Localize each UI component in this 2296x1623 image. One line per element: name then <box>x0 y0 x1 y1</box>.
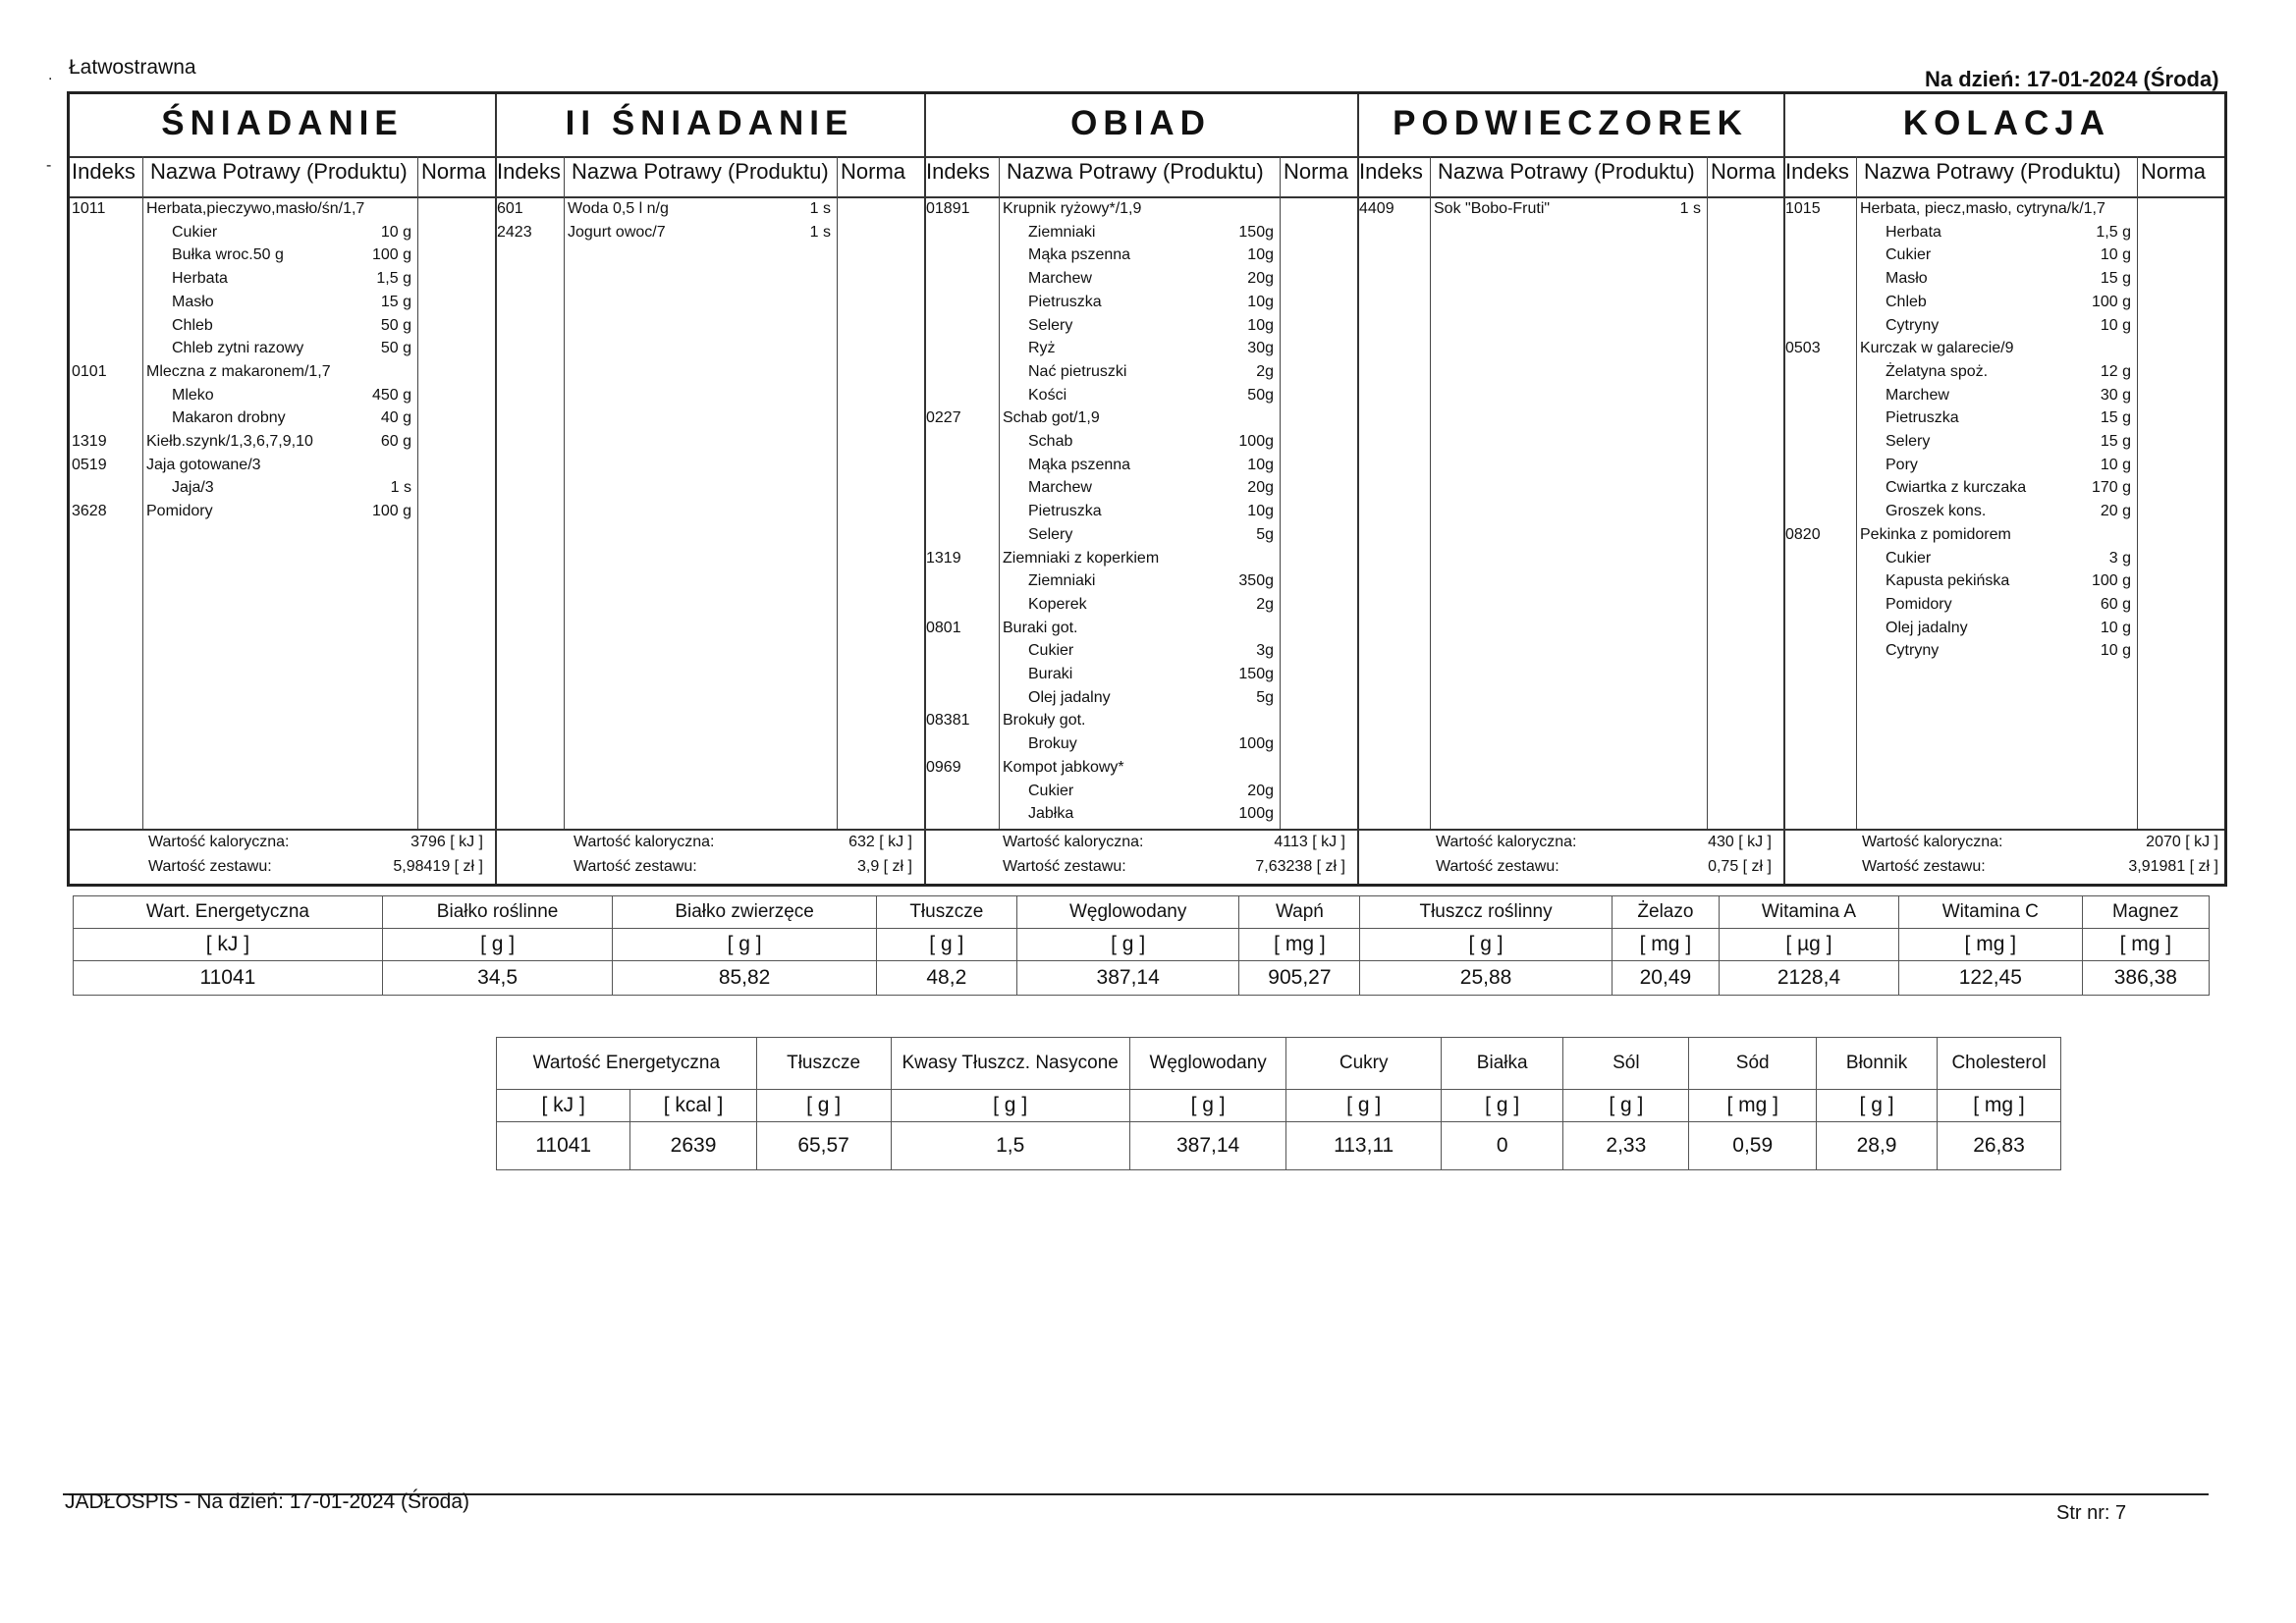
ingredient-name: Selery <box>1028 525 1073 543</box>
ingredient-name: Chleb zytni razowy <box>172 340 304 357</box>
cost-label: Wartość zestawu: <box>1003 858 1126 875</box>
dish-name: Herbata,pieczywo,masło/śn/1,7 <box>146 200 365 217</box>
nutrient-header: Witamina C <box>1898 896 2082 929</box>
column-header-norm: Norma <box>421 159 487 184</box>
nutrient-header: Tłuszcze <box>876 896 1016 929</box>
column-header-name: Nazwa Potrawy (Produktu) <box>572 159 829 184</box>
row-norm: 30 g <box>2100 386 2131 404</box>
row-norm: 2g <box>1256 362 1274 380</box>
ingredient-name: Cukier <box>1028 642 1074 660</box>
row-norm: 1 s <box>809 200 831 217</box>
dish-name: Pomidory <box>146 503 213 520</box>
column-divider <box>417 156 418 829</box>
row-norm: 15 g <box>380 293 411 310</box>
unit-cell: [ kJ ] <box>497 1090 630 1122</box>
column-header-name: Nazwa Potrawy (Produktu) <box>1438 159 1695 184</box>
ingredient-name: Cukier <box>1028 782 1074 799</box>
row-index: 0101 <box>72 362 107 380</box>
ingredient-name: Jaja/3 <box>172 479 214 497</box>
ingredient-name: Pomidory <box>1886 595 1952 613</box>
nutrient-header: Sód <box>1689 1038 1817 1090</box>
energy-label: Wartość kaloryczna: <box>1003 834 1144 850</box>
value-cell: 387,14 <box>1016 961 1239 996</box>
nutrient-header: Żelazo <box>1612 896 1719 929</box>
row-index: 0820 <box>1785 525 1821 543</box>
nutrition-row <box>497 1090 2061 1122</box>
energy-value: 4113 [ kJ ] <box>1274 834 1345 850</box>
row-norm: 10g <box>1247 456 1274 473</box>
unit-cell: [ µg ] <box>1720 929 1899 961</box>
value-cell: 387,14 <box>1129 1122 1286 1170</box>
dish-name: Woda 0,5 l n/g <box>568 200 669 217</box>
row-norm: 15 g <box>2100 433 2131 450</box>
row-norm: 1,5 g <box>376 270 411 288</box>
value-cell: 122,45 <box>1898 961 2082 996</box>
row-norm: 60 g <box>2100 595 2131 613</box>
column-header-divider <box>70 196 2224 198</box>
value-cell: 28,9 <box>1817 1122 1938 1170</box>
value-cell: 905,27 <box>1239 961 1360 996</box>
ingredient-name: Olej jadalny <box>1886 619 1968 636</box>
cost-value: 7,63238 [ zł ] <box>1255 858 1345 875</box>
value-cell: 25,88 <box>1360 961 1612 996</box>
row-norm: 10g <box>1247 503 1274 520</box>
row-norm: 20 g <box>2100 503 2131 520</box>
nutrient-header: Magnez <box>2082 896 2209 929</box>
cost-label: Wartość zestawu: <box>1862 858 1986 875</box>
row-norm: 10 g <box>2100 642 2131 660</box>
ingredient-name: Kości <box>1028 386 1067 404</box>
nutrition-table-secondary <box>496 1037 2061 1170</box>
ingredient-name: Mąka pszenna <box>1028 456 1131 473</box>
column-header-index: Indeks <box>72 159 136 184</box>
nutrient-header: Białka <box>1441 1038 1562 1090</box>
scan-mark: - <box>46 157 52 174</box>
row-index: 1319 <box>72 433 107 450</box>
meal-title: II ŚNIADANIE <box>565 104 854 142</box>
nutrition-table-primary <box>73 895 2210 996</box>
unit-cell: [ g ] <box>1563 1090 1689 1122</box>
column-divider <box>1430 156 1431 829</box>
column-header-norm: Norma <box>2141 159 2207 184</box>
nutrient-header: Kwasy Tłuszcz. Nasycone <box>891 1038 1129 1090</box>
row-norm: 20g <box>1247 270 1274 288</box>
row-norm: 2g <box>1256 595 1274 613</box>
value-cell: 48,2 <box>876 961 1016 996</box>
ingredient-name: Groszek kons. <box>1886 503 1987 520</box>
row-norm: 15 g <box>2100 270 2131 288</box>
value-cell: 386,38 <box>2082 961 2209 996</box>
nutrient-header: Cukry <box>1286 1038 1442 1090</box>
nutrient-header: Tłuszcze <box>756 1038 891 1090</box>
dish-name: Jaja gotowane/3 <box>146 456 261 473</box>
unit-cell: [ kJ ] <box>74 929 383 961</box>
column-header-index: Indeks <box>1785 159 1849 184</box>
ingredient-name: Cwiartka z kurczaka <box>1886 479 2027 497</box>
unit-cell: [ mg ] <box>1898 929 2082 961</box>
value-cell: 0 <box>1441 1122 1562 1170</box>
row-norm: 50 g <box>380 316 411 334</box>
row-norm: 5g <box>1256 688 1274 706</box>
row-norm: 1,5 g <box>2096 223 2131 241</box>
dish-name: Krupnik ryżowy*/1,9 <box>1003 200 1142 217</box>
cost-label: Wartość zestawu: <box>1436 858 1559 875</box>
nutrient-header: Błonnik <box>1817 1038 1938 1090</box>
ingredient-name: Pietruszka <box>1028 293 1102 310</box>
dish-name: Herbata, piecz,masło, cytryna/k/1,7 <box>1860 200 2105 217</box>
column-header-index: Indeks <box>1359 159 1423 184</box>
ingredient-name: Ryż <box>1028 340 1056 357</box>
row-norm: 20g <box>1247 782 1274 799</box>
row-norm: 10g <box>1247 293 1274 310</box>
row-norm: 12 g <box>2100 362 2131 380</box>
ingredient-name: Koperek <box>1028 595 1087 613</box>
meal-title: OBIAD <box>1070 104 1211 142</box>
energy-label: Wartość kaloryczna: <box>574 834 715 850</box>
ingredient-name: Marchew <box>1028 479 1092 497</box>
dish-name: Ziemniaki z koperkiem <box>1003 549 1160 567</box>
row-norm: 100g <box>1238 735 1274 753</box>
unit-cell: [ g ] <box>1360 929 1612 961</box>
row-norm: 150g <box>1238 666 1274 682</box>
row-norm: 40 g <box>380 409 411 427</box>
energy-value: 632 [ kJ ] <box>848 834 912 850</box>
row-norm: 1 s <box>809 223 831 241</box>
value-cell: 85,82 <box>613 961 876 996</box>
ingredient-name: Pietruszka <box>1886 409 1959 427</box>
row-norm: 10g <box>1247 316 1274 334</box>
value-cell: 2128,4 <box>1720 961 1899 996</box>
scan-mark: . <box>48 67 53 83</box>
nutrient-header: Wapń <box>1239 896 1360 929</box>
row-index: 0519 <box>72 456 107 473</box>
dish-name: Kurczak w galarecie/9 <box>1860 340 2014 357</box>
cost-value: 3,91981 [ zł ] <box>2128 858 2218 875</box>
row-index: 0227 <box>926 409 961 427</box>
ingredient-name: Cukier <box>1886 549 1932 567</box>
row-index: 1011 <box>72 200 106 217</box>
dish-name: Brokuły got. <box>1003 712 1086 730</box>
ingredient-name: Selery <box>1028 316 1073 334</box>
meal-title: PODWIECZOREK <box>1393 104 1748 142</box>
cost-label: Wartość zestawu: <box>574 858 697 875</box>
row-norm: 10 g <box>2100 246 2131 264</box>
nutrient-header: Białko zwierzęce <box>613 896 876 929</box>
ingredient-name: Bułka wroc.50 g <box>172 246 284 264</box>
nutrient-header: Wartość Energetyczna <box>497 1038 757 1090</box>
nutrient-header: Węglowodany <box>1129 1038 1286 1090</box>
column-header-name: Nazwa Potrawy (Produktu) <box>1864 159 2121 184</box>
row-norm: 10 g <box>2100 456 2131 473</box>
ingredient-name: Mleko <box>172 386 214 404</box>
ingredient-name: Kapusta pekińska <box>1886 572 2010 590</box>
value-cell: 11041 <box>497 1122 630 1170</box>
ingredient-name: Pietruszka <box>1028 503 1102 520</box>
unit-cell: [ g ] <box>1441 1090 1562 1122</box>
column-divider <box>1856 156 1857 829</box>
meal-title: ŚNIADANIE <box>161 104 404 142</box>
dish-name: Buraki got. <box>1003 619 1078 636</box>
column-divider <box>564 156 565 829</box>
dish-name: Mleczna z makaronem/1,7 <box>146 362 331 380</box>
column-divider <box>837 156 838 829</box>
nutrient-header: Węglowodany <box>1016 896 1239 929</box>
row-norm: 100g <box>1238 805 1274 823</box>
value-cell: 113,11 <box>1286 1122 1442 1170</box>
value-cell: 0,59 <box>1689 1122 1817 1170</box>
nutrition-row <box>497 1038 2061 1090</box>
row-norm: 100 g <box>371 246 411 264</box>
ingredient-name: Cytryny <box>1886 316 1940 334</box>
energy-value: 430 [ kJ ] <box>1708 834 1772 850</box>
nutrition-row <box>74 961 2210 996</box>
ingredient-name: Jabłka <box>1028 805 1074 823</box>
ingredient-name: Cukier <box>1886 246 1932 264</box>
nutrient-header: Białko roślinne <box>382 896 613 929</box>
unit-cell: [ mg ] <box>1239 929 1360 961</box>
row-index: 1319 <box>926 549 961 567</box>
column-divider <box>142 156 143 829</box>
dish-name: Pekinka z pomidorem <box>1860 525 2011 543</box>
row-index: 2423 <box>497 223 532 241</box>
unit-cell: [ kcal ] <box>630 1090 756 1122</box>
cost-value: 3,9 [ zł ] <box>856 858 912 875</box>
row-norm: 3g <box>1256 642 1274 660</box>
ingredient-name: Herbata <box>1886 223 1941 241</box>
row-norm: 350g <box>1238 572 1274 590</box>
row-index: 0801 <box>926 619 961 636</box>
energy-label: Wartość kaloryczna: <box>148 834 290 850</box>
cost-value: 0,75 [ zł ] <box>1708 858 1772 875</box>
row-index: 01891 <box>926 200 970 217</box>
column-header-name: Nazwa Potrawy (Produktu) <box>1007 159 1264 184</box>
nutrition-row <box>497 1122 2061 1170</box>
unit-cell: [ mg ] <box>2082 929 2209 961</box>
ingredient-name: Marchew <box>1886 386 1949 404</box>
row-norm: 50g <box>1247 386 1274 404</box>
row-norm: 20g <box>1247 479 1274 497</box>
energy-label: Wartość kaloryczna: <box>1436 834 1577 850</box>
unit-cell: [ g ] <box>1016 929 1239 961</box>
nutrient-header: Witamina A <box>1720 896 1899 929</box>
column-header-name: Nazwa Potrawy (Produktu) <box>150 159 408 184</box>
dish-name: Kompot jabkowy* <box>1003 758 1124 776</box>
unit-cell: [ mg ] <box>1689 1090 1817 1122</box>
nutrient-header: Wart. Energetyczna <box>74 896 383 929</box>
ingredient-name: Chleb <box>1886 293 1927 310</box>
unit-cell: [ mg ] <box>1937 1090 2060 1122</box>
column-divider <box>1280 156 1281 829</box>
column-divider <box>1707 156 1708 829</box>
ingredient-name: Chleb <box>172 316 213 334</box>
ingredient-name: Ziemniaki <box>1028 572 1096 590</box>
column-header-norm: Norma <box>841 159 906 184</box>
dish-name: Kiełb.szynk/1,3,6,7,9,10 <box>146 433 313 450</box>
row-norm: 60 g <box>380 433 411 450</box>
ingredient-name: Żelatyna spoż. <box>1886 362 1989 380</box>
row-norm: 100 g <box>2091 572 2131 590</box>
header-divider <box>70 156 2224 158</box>
ingredient-name: Herbata <box>172 270 228 288</box>
column-header-norm: Norma <box>1711 159 1777 184</box>
ingredient-name: Cytryny <box>1886 642 1940 660</box>
ingredient-name: Pory <box>1886 456 1918 473</box>
dish-name: Jogurt owoc/7 <box>568 223 666 241</box>
row-norm: 1 s <box>1679 200 1701 217</box>
nutrient-header: Sól <box>1563 1038 1689 1090</box>
row-norm: 1 s <box>390 479 411 497</box>
row-index: 0503 <box>1785 340 1821 357</box>
row-norm: 30g <box>1247 340 1274 357</box>
unit-cell: [ g ] <box>756 1090 891 1122</box>
row-norm: 10g <box>1247 246 1274 264</box>
unit-cell: [ g ] <box>1286 1090 1442 1122</box>
footer-title: JADŁOSPIS - Na dzień: 17-01-2024 (Środa) <box>65 1490 470 1513</box>
row-index: 0969 <box>926 758 961 776</box>
ingredient-name: Marchew <box>1028 270 1092 288</box>
unit-cell: [ g ] <box>891 1090 1129 1122</box>
row-norm: 100g <box>1238 433 1274 450</box>
row-norm: 450 g <box>371 386 411 404</box>
column-header-index: Indeks <box>497 159 561 184</box>
value-cell: 65,57 <box>756 1122 891 1170</box>
unit-cell: [ g ] <box>1129 1090 1286 1122</box>
column-header-norm: Norma <box>1284 159 1349 184</box>
cost-label: Wartość zestawu: <box>148 858 272 875</box>
row-norm: 170 g <box>2091 479 2131 497</box>
value-cell: 2639 <box>630 1122 756 1170</box>
nutrient-header: Tłuszcz roślinny <box>1360 896 1612 929</box>
value-cell: 26,83 <box>1937 1122 2060 1170</box>
value-cell: 2,33 <box>1563 1122 1689 1170</box>
unit-cell: [ g ] <box>876 929 1016 961</box>
ingredient-name: Buraki <box>1028 666 1073 682</box>
ingredient-name: Selery <box>1886 433 1931 450</box>
nutrition-row <box>74 929 2210 961</box>
value-cell: 20,49 <box>1612 961 1719 996</box>
diet-name: Łatwostrawna <box>69 56 196 79</box>
cost-value: 5,98419 [ zł ] <box>393 858 483 875</box>
value-cell: 11041 <box>74 961 383 996</box>
nutrition-row <box>74 896 2210 929</box>
row-norm: 100 g <box>2091 293 2131 310</box>
row-index: 1015 <box>1785 200 1821 217</box>
energy-value: 2070 [ kJ ] <box>2146 834 2218 850</box>
column-divider <box>999 156 1000 829</box>
row-index: 08381 <box>926 712 970 730</box>
unit-cell: [ g ] <box>1817 1090 1938 1122</box>
ingredient-name: Mąka pszenna <box>1028 246 1131 264</box>
menu-date: Na dzień: 17-01-2024 (Środa) <box>1925 67 2219 91</box>
ingredient-name: Ziemniaki <box>1028 223 1096 241</box>
ingredient-name: Masło <box>172 293 214 310</box>
row-index: 3628 <box>72 503 107 520</box>
row-index: 601 <box>497 200 523 217</box>
ingredient-name: Olej jadalny <box>1028 688 1111 706</box>
row-norm: 150g <box>1238 223 1274 241</box>
unit-cell: [ g ] <box>382 929 613 961</box>
row-norm: 10 g <box>380 223 411 241</box>
row-norm: 10 g <box>2100 316 2131 334</box>
nutrient-header: Cholesterol <box>1937 1038 2060 1090</box>
row-norm: 5g <box>1256 525 1274 543</box>
meal-title: KOLACJA <box>1902 104 2111 142</box>
summary-divider <box>70 829 2224 831</box>
column-header-index: Indeks <box>926 159 990 184</box>
energy-value: 3796 [ kJ ] <box>410 834 483 850</box>
row-norm: 3 g <box>2108 549 2131 567</box>
row-norm: 50 g <box>380 340 411 357</box>
page-number: Str nr: 7 <box>2056 1502 2127 1524</box>
ingredient-name: Nać pietruszki <box>1028 362 1127 380</box>
ingredient-name: Cukier <box>172 223 218 241</box>
dish-name: Schab got/1,9 <box>1003 409 1100 427</box>
value-cell: 1,5 <box>891 1122 1129 1170</box>
row-norm: 15 g <box>2100 409 2131 427</box>
row-index: 4409 <box>1359 200 1394 217</box>
ingredient-name: Masło <box>1886 270 1928 288</box>
meal-plan-table <box>67 91 2227 887</box>
value-cell: 34,5 <box>382 961 613 996</box>
dish-name: Sok "Bobo-Fruti" <box>1434 200 1551 217</box>
energy-label: Wartość kaloryczna: <box>1862 834 2003 850</box>
row-norm: 10 g <box>2100 619 2131 636</box>
ingredient-name: Schab <box>1028 433 1073 450</box>
unit-cell: [ g ] <box>613 929 876 961</box>
ingredient-name: Brokuy <box>1028 735 1077 753</box>
unit-cell: [ mg ] <box>1612 929 1719 961</box>
row-norm: 100 g <box>371 503 411 520</box>
column-divider <box>2137 156 2138 829</box>
ingredient-name: Makaron drobny <box>172 409 286 427</box>
